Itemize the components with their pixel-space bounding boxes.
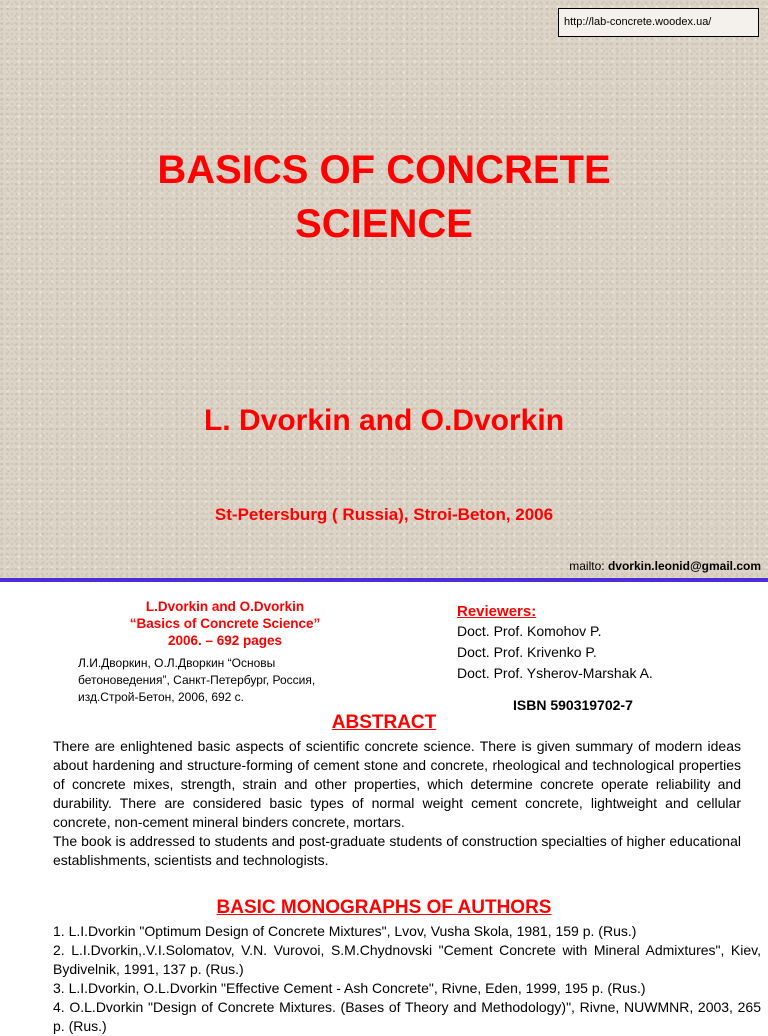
reviewer-item: Doct. Prof. Krivenko P. — [457, 644, 597, 660]
isbn: ISBN 590319702-7 — [513, 697, 633, 713]
monograph-item: 4. O.L.Dvorkin "Design of Concrete Mixtures. (Bases of Theory and Methodology)", Rivne, NUWMNR, 2003, 265 p. (Rus.) — [53, 999, 761, 1034]
abstract-heading: ABSTRACT — [331, 712, 437, 733]
website-url-box[interactable]: http://lab-concrete.woodex.ua/ — [558, 8, 759, 37]
abstract-paragraph: There are enlightened basic aspects of scientific concrete science. There is given summary of modern ideas about hardening and structure-forming of cement stone and concrete, rheological and technological properties of concrete mixes, strength, strain and other properties, which determine concrete operate reliability and durability. There are considered basic types of normal weight cement concrete, lightweight and cellular concrete, non-cement mineral binders concrete, mortars. — [53, 738, 741, 830]
reviewers-block — [457, 603, 757, 684]
abstract-body — [53, 737, 741, 870]
book-title-line-1: BASICS OF CONCRETE — [157, 148, 611, 192]
cover-publisher: St-Petersburg ( Russia), Stroi-Beton, 2006 — [214, 505, 554, 524]
monograph-item: 1. L.I.Dvorkin "Optimum Design of Concrete Mixtures", Lvov, Vusha Skola, 1981, 159 p. (Rus.) — [53, 923, 637, 939]
monograph-item: 2. L.I.Dvorkin,.V.I.Solomatov, V.N. Vurovoi, S.M.Chydnovski "Cement Concrete with Mineral Admixtures", Kiev, Bydivelnik, 1991, 137 p. (Rus.) — [53, 942, 761, 977]
reviewer-item: Doct. Prof. Ysherov-Marshak A. — [457, 665, 653, 681]
mailto-link[interactable] — [569, 559, 761, 573]
book-info-title: “Basics of Concrete Science” — [129, 616, 321, 631]
abstract-paragraph: The book is addressed to students and post-graduate students of construction specialties of higher educational establishments, scientists and technologists. — [53, 833, 741, 868]
monographs-list — [53, 922, 761, 1036]
book-info-authors: L.Dvorkin and O.Dvorkin — [145, 599, 305, 614]
reviewers-heading: Reviewers: — [457, 603, 537, 620]
monograph-item: 3. L.I.Dvorkin, O.L.Dvorkin "Effective Cement - Ash Concrete", Rivne, Eden, 1999, 195 p. (Rus.) — [53, 980, 646, 996]
book-title — [0, 143, 768, 251]
book-title-line-2: SCIENCE — [295, 202, 473, 246]
section-divider — [0, 578, 768, 582]
book-info-pages: 2006. – 692 pages — [167, 633, 283, 648]
cover-authors: L. Dvorkin and O.Dvorkin — [203, 404, 565, 437]
book-info-russian: Л.И.Дворкин, О.Л.Дворкин “Основы бетоноведения”, Санкт-Петербург, Россия, изд.Строй-Бетон, 2006, 692 с. — [78, 656, 316, 704]
mailto-label: mailto: — [569, 559, 608, 573]
book-info — [40, 598, 410, 706]
author-email[interactable]: dvorkin.leonid@gmail.com — [607, 559, 761, 573]
reviewer-item: Doct. Prof. Komohov P. — [457, 623, 602, 639]
monographs-heading: BASIC MONOGRAPHS OF AUTHORS — [216, 897, 552, 918]
